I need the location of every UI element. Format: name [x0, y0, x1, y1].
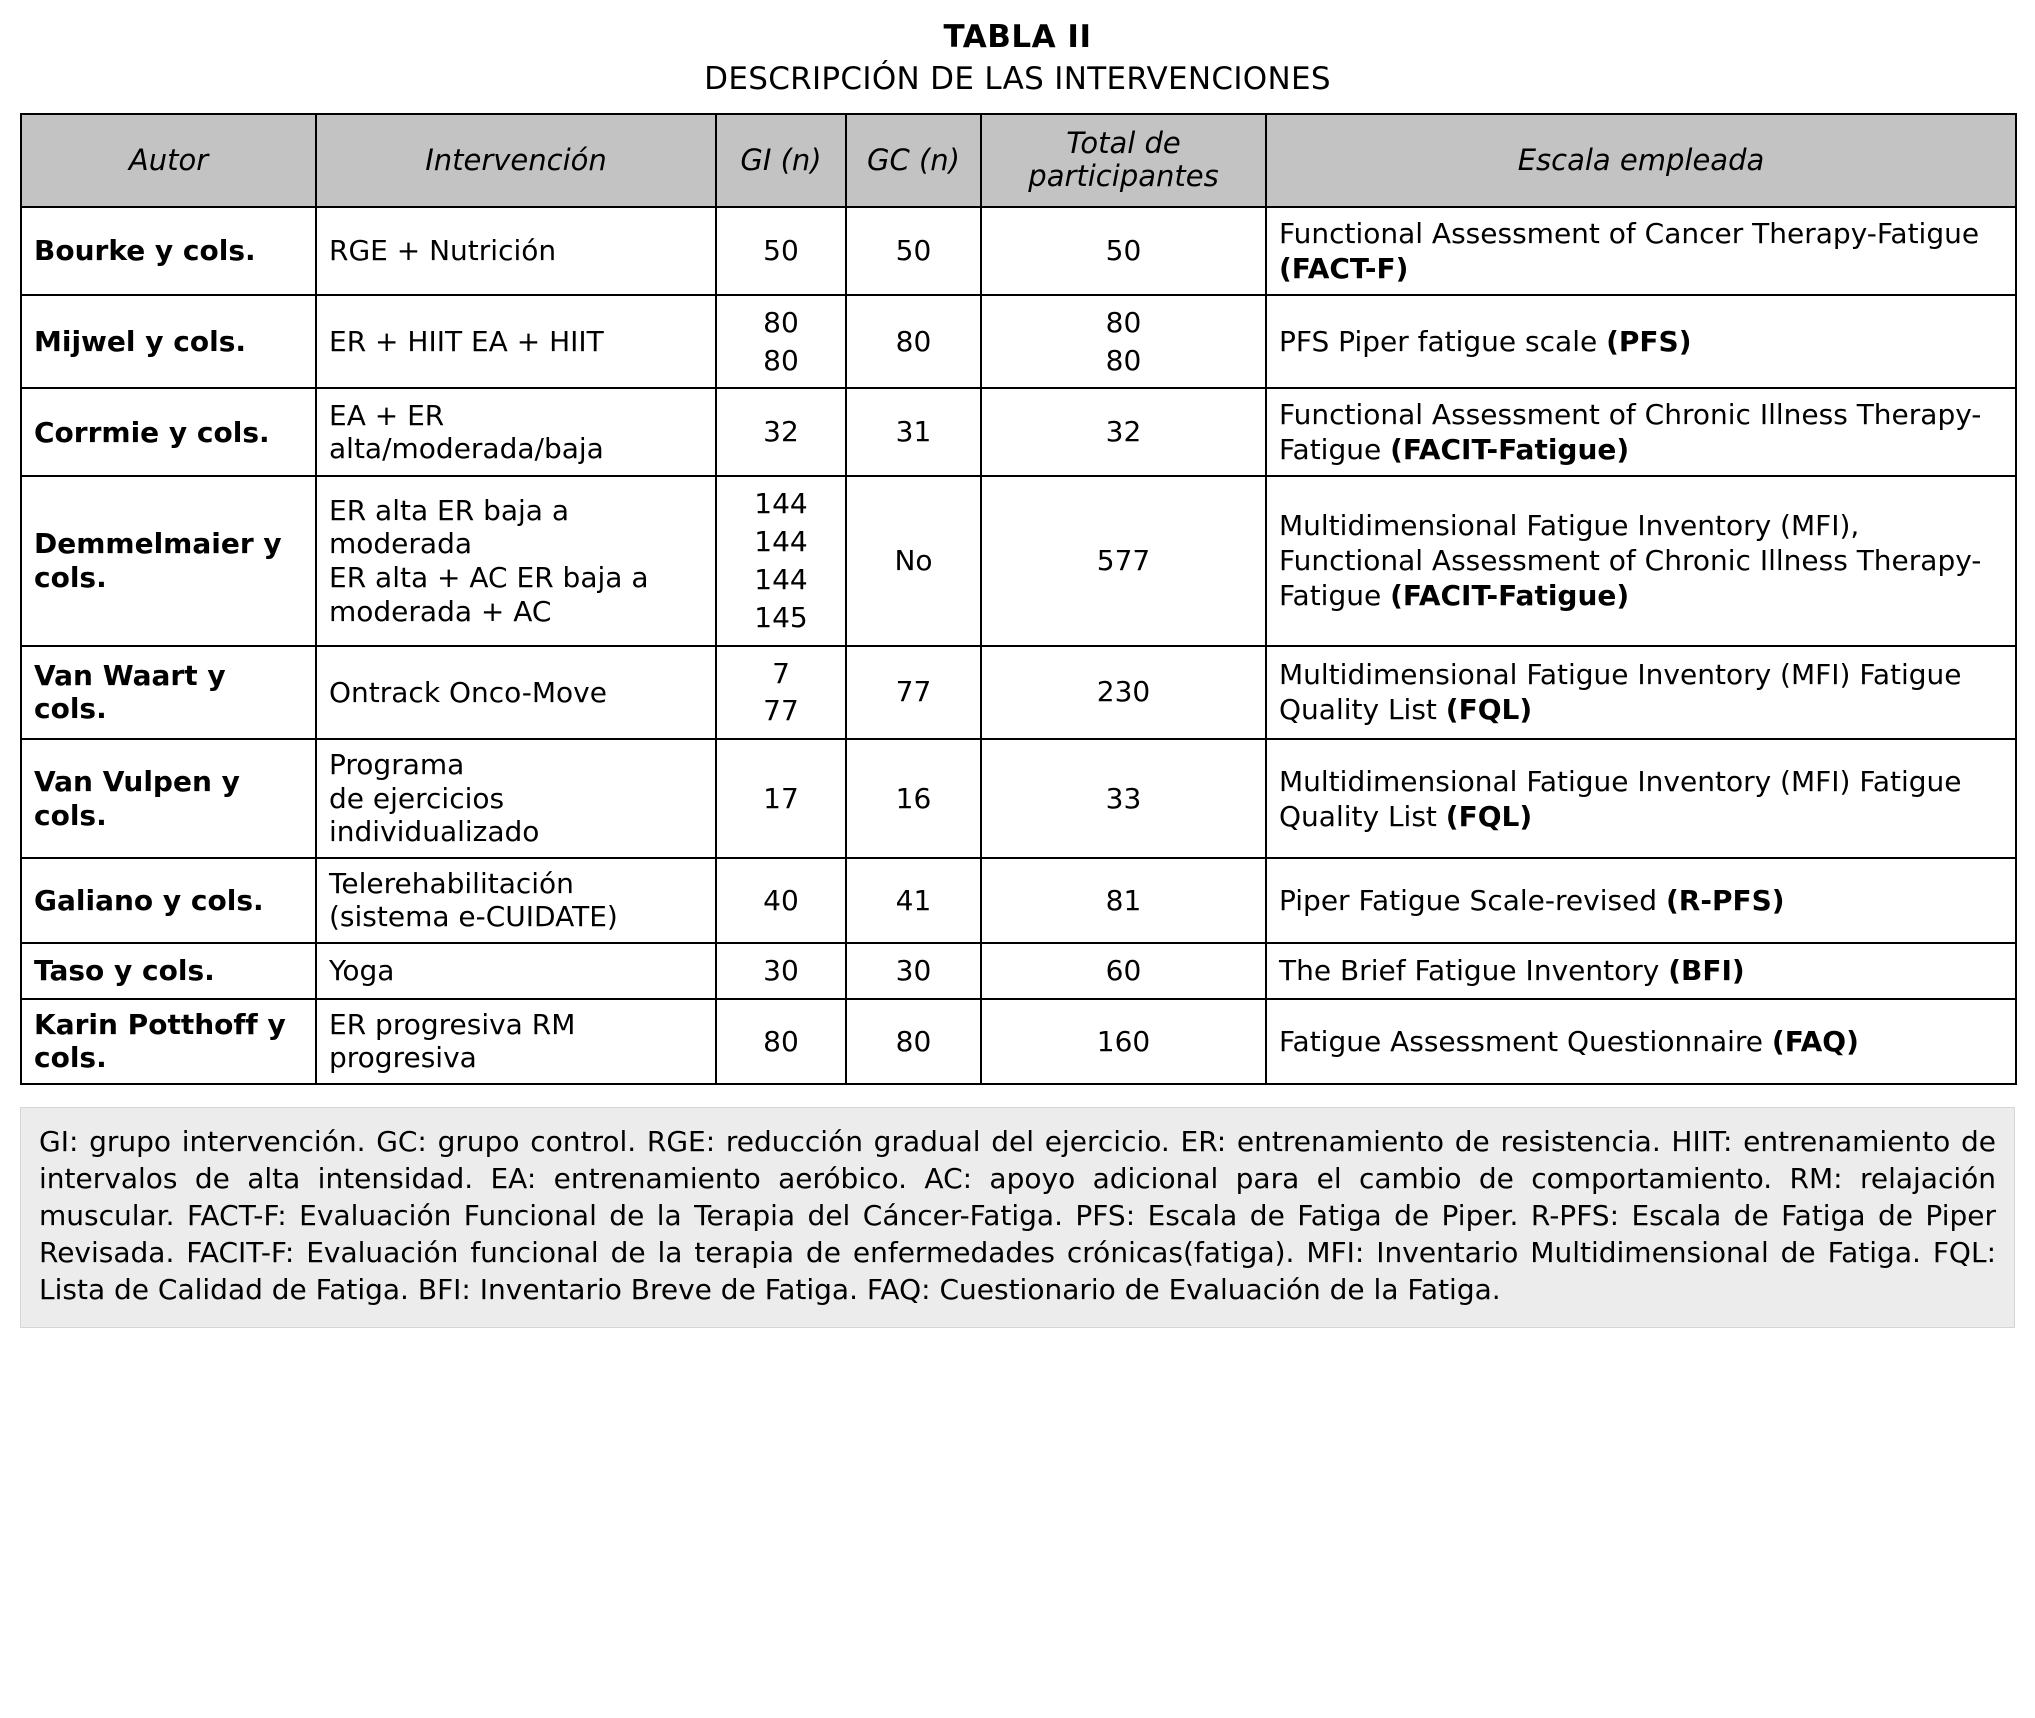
cell-total: 33	[981, 739, 1266, 858]
cell-intervencion: ER + HIIT EA + HIIT	[316, 295, 716, 389]
table-title-block	[20, 18, 2015, 99]
cell-total: 80 80	[981, 295, 1266, 389]
page-subtitle: DESCRIPCIÓN DE LAS INTERVENCIONES	[704, 60, 1331, 97]
cell-autor: Karin Potthoff y cols.	[21, 999, 316, 1084]
cell-escala: The Brief Fatigue Inventory (BFI)	[1266, 943, 2016, 999]
cell-escala: Multidimensional Fatigue Inventory (MFI) Fatigue Quality List (FQL)	[1266, 739, 2016, 858]
cell-autor: Taso y cols.	[21, 943, 316, 999]
cell-total: 230	[981, 646, 1266, 740]
column-header-intervencion: Intervención	[316, 114, 716, 207]
interventions-table	[20, 113, 2017, 1085]
table-row	[21, 207, 2016, 295]
column-header-gc: GC (n)	[846, 114, 981, 207]
cell-intervencion: ER alta ER baja a moderada ER alta + AC ER baja a moderada + AC	[316, 476, 716, 645]
cell-intervencion: Telerehabilitación (sistema e-CUIDATE)	[316, 858, 716, 943]
column-header-gi: GI (n)	[716, 114, 846, 207]
cell-gi: 30	[716, 943, 846, 999]
cell-escala: PFS Piper fatigue scale (PFS)	[1266, 295, 2016, 389]
cell-gi: 17	[716, 739, 846, 858]
cell-gc: 31	[846, 388, 981, 476]
cell-total: 60	[981, 943, 1266, 999]
cell-escala: Piper Fatigue Scale-revised (R-PFS)	[1266, 858, 2016, 943]
table-row	[21, 858, 2016, 943]
column-header-autor: Autor	[21, 114, 316, 207]
cell-gc: No	[846, 476, 981, 645]
cell-escala: Functional Assessment of Chronic Illness Therapy-Fatigue (FACIT-Fatigue)	[1266, 388, 2016, 476]
cell-gc: 16	[846, 739, 981, 858]
cell-total: 577	[981, 476, 1266, 645]
cell-gc: 77	[846, 646, 981, 740]
table-row	[21, 476, 2016, 645]
cell-gi: 40	[716, 858, 846, 943]
cell-intervencion: ER progresiva RM progresiva	[316, 999, 716, 1084]
table-row	[21, 295, 2016, 389]
cell-escala: Functional Assessment of Cancer Therapy-Fatigue (FACT-F)	[1266, 207, 2016, 295]
cell-autor: Galiano y cols.	[21, 858, 316, 943]
cell-gi: 7 77	[716, 646, 846, 740]
cell-autor: Corrmie y cols.	[21, 388, 316, 476]
cell-intervencion: EA + ER alta/moderada/baja	[316, 388, 716, 476]
table-row	[21, 646, 2016, 740]
cell-escala: Multidimensional Fatigue Inventory (MFI) Fatigue Quality List (FQL)	[1266, 646, 2016, 740]
cell-gc: 80	[846, 999, 981, 1084]
column-header-total: Total de participantes	[981, 114, 1266, 207]
cell-escala: Multidimensional Fatigue Inventory (MFI), Functional Assessment of Chronic Illness Therapy-Fatigue (FACIT-Fatigue)	[1266, 476, 2016, 645]
cell-escala: Fatigue Assessment Questionnaire (FAQ)	[1266, 999, 2016, 1084]
cell-total: 81	[981, 858, 1266, 943]
cell-autor: Mijwel y cols.	[21, 295, 316, 389]
table-row	[21, 388, 2016, 476]
table-footnote: GI: grupo intervención. GC: grupo control. RGE: reducción gradual del ejercicio. ER: entrenamiento de resistencia. HIIT: entrenamiento de intervalos de alta intensidad. EA: entrenamiento aeróbico. AC: apoyo adicional para el cambio de comportamiento. RM: relajación muscular. FACT-F: Evaluación Funcional de la Terapia del Cáncer-Fatiga. PFS: Escala de Fatiga de Piper. R-PFS: Escala de Fatiga de Piper Revisada. FACIT-F: Evaluación funcional de la terapia de enfermedades crónicas(fatiga). MFI: Inventario Multidimensional de Fatiga. FQL: Lista de Calidad de Fatiga. BFI: Inventario Breve de Fatiga. FAQ: Cuestionario de Evaluación de la Fatiga.	[20, 1107, 2015, 1328]
cell-gi: 50	[716, 207, 846, 295]
cell-gi: 32	[716, 388, 846, 476]
table-row	[21, 999, 2016, 1084]
page-title: TABLA II	[943, 19, 1092, 55]
table-header-row	[21, 114, 2016, 207]
cell-gc: 30	[846, 943, 981, 999]
cell-autor: Bourke y cols.	[21, 207, 316, 295]
cell-intervencion: Ontrack Onco-Move	[316, 646, 716, 740]
cell-gi: 80	[716, 999, 846, 1084]
cell-gi: 80 80	[716, 295, 846, 389]
cell-autor: Van Vulpen y cols.	[21, 739, 316, 858]
column-header-escala: Escala empleada	[1266, 114, 2016, 207]
table-row	[21, 739, 2016, 858]
table-body	[21, 207, 2016, 1084]
cell-total: 160	[981, 999, 1266, 1084]
cell-total: 50	[981, 207, 1266, 295]
cell-gc: 50	[846, 207, 981, 295]
cell-gi: 144 144 144 145	[716, 476, 846, 645]
cell-total: 32	[981, 388, 1266, 476]
cell-intervencion: Yoga	[316, 943, 716, 999]
cell-gc: 41	[846, 858, 981, 943]
cell-intervencion: RGE + Nutrición	[316, 207, 716, 295]
cell-gc: 80	[846, 295, 981, 389]
cell-autor: Van Waart y cols.	[21, 646, 316, 740]
table-row	[21, 943, 2016, 999]
cell-autor: Demmelmaier y cols.	[21, 476, 316, 645]
cell-intervencion: Programa de ejercicios individualizado	[316, 739, 716, 858]
